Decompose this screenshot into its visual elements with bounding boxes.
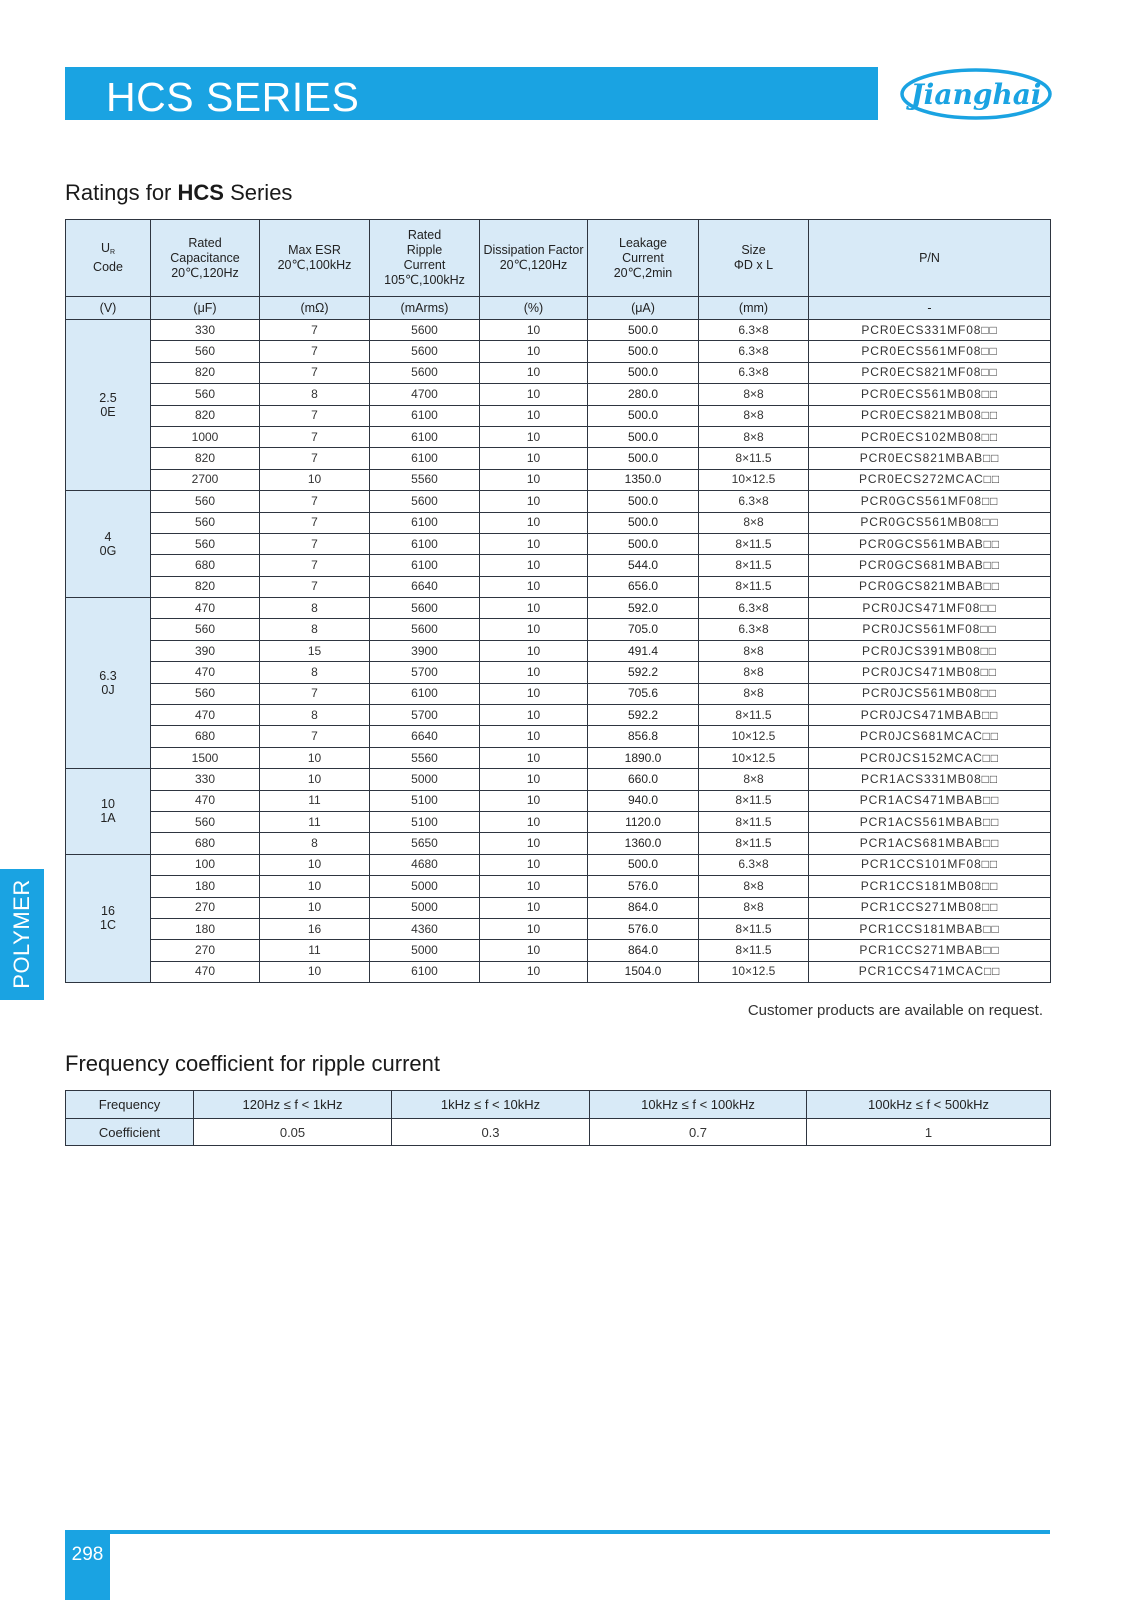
capacitance-cell: 270: [151, 897, 260, 918]
size-cell: 8×11.5: [699, 705, 809, 726]
pn-cell: PCR0GCS561MB08□□: [809, 512, 1051, 533]
capacitance-cell: 680: [151, 726, 260, 747]
pn-cell: PCR0JCS471MB08□□: [809, 662, 1051, 683]
capacitance-cell: 180: [151, 876, 260, 897]
esr-cell: 7: [260, 512, 370, 533]
table-row: [66, 576, 1051, 597]
pn-cell: PCR0ECS821MF08□□: [809, 362, 1051, 383]
ripple-cell: 6100: [370, 555, 480, 576]
ratings-body: [66, 320, 1051, 983]
leakage-cell: 1504.0: [588, 961, 699, 982]
esr-cell: 10: [260, 961, 370, 982]
ripple-cell: 5000: [370, 897, 480, 918]
size-cell: 8×11.5: [699, 576, 809, 597]
frequency-range: 120Hz ≤ f < 1kHz: [194, 1091, 392, 1119]
leakage-cell: 592.2: [588, 705, 699, 726]
esr-cell: 15: [260, 640, 370, 661]
table-row: [66, 555, 1051, 576]
ripple-cell: 6640: [370, 576, 480, 597]
unit-cell: (mArms): [370, 297, 480, 320]
table-row: [66, 705, 1051, 726]
table-row: [66, 512, 1051, 533]
leakage-cell: 500.0: [588, 512, 699, 533]
esr-cell: 8: [260, 833, 370, 854]
capacitance-cell: 180: [151, 918, 260, 939]
leakage-cell: 500.0: [588, 405, 699, 426]
pn-cell: PCR0GCS681MBAB□□: [809, 555, 1051, 576]
esr-cell: 7: [260, 448, 370, 469]
pn-cell: PCR0ECS331MF08□□: [809, 320, 1051, 341]
frequency-table: [65, 1090, 1051, 1146]
size-cell: 10×12.5: [699, 747, 809, 768]
pn-cell: PCR0ECS561MF08□□: [809, 341, 1051, 362]
coefficient-label: Coefficient: [66, 1119, 194, 1146]
esr-cell: 10: [260, 897, 370, 918]
table-row: [66, 598, 1051, 619]
table-row: [66, 662, 1051, 683]
ripple-cell: 5000: [370, 876, 480, 897]
esr-cell: 8: [260, 619, 370, 640]
coefficient-value: 0.05: [194, 1119, 392, 1146]
capacitance-cell: 2700: [151, 469, 260, 490]
capacitance-cell: 560: [151, 512, 260, 533]
capacitance-cell: 470: [151, 790, 260, 811]
table-row: [66, 769, 1051, 790]
ripple-cell: 5600: [370, 362, 480, 383]
df-cell: 10: [480, 940, 588, 961]
df-cell: 10: [480, 555, 588, 576]
table-row: [66, 940, 1051, 961]
size-cell: 10×12.5: [699, 726, 809, 747]
esr-cell: 10: [260, 854, 370, 875]
voltage-group-cell: 6.3 0J: [66, 598, 151, 769]
size-cell: 8×11.5: [699, 448, 809, 469]
leakage-cell: 576.0: [588, 918, 699, 939]
size-cell: 8×8: [699, 683, 809, 704]
unit-cell: (%): [480, 297, 588, 320]
header-pn: P/N: [809, 220, 1051, 297]
df-cell: 10: [480, 533, 588, 554]
leakage-cell: 500.0: [588, 426, 699, 447]
size-cell: 8×8: [699, 897, 809, 918]
esr-cell: 7: [260, 320, 370, 341]
size-cell: 8×8: [699, 662, 809, 683]
df-cell: 10: [480, 576, 588, 597]
pn-cell: PCR0ECS561MB08□□: [809, 384, 1051, 405]
size-cell: 6.3×8: [699, 854, 809, 875]
size-cell: 8×11.5: [699, 833, 809, 854]
esr-cell: 8: [260, 705, 370, 726]
size-cell: 6.3×8: [699, 320, 809, 341]
ripple-cell: 5000: [370, 940, 480, 961]
ripple-cell: 6100: [370, 448, 480, 469]
df-cell: 10: [480, 598, 588, 619]
df-cell: 10: [480, 405, 588, 426]
pn-cell: PCR1ACS331MB08□□: [809, 769, 1051, 790]
ripple-cell: 5000: [370, 769, 480, 790]
df-cell: 10: [480, 491, 588, 512]
capacitance-cell: 330: [151, 320, 260, 341]
footer-rule: [65, 1530, 1050, 1534]
pn-cell: PCR0ECS821MBAB□□: [809, 448, 1051, 469]
unit-cell: -: [809, 297, 1051, 320]
esr-cell: 7: [260, 426, 370, 447]
header-ur-code: $U_R$ Code: [66, 220, 151, 297]
table-row: [66, 320, 1051, 341]
pn-cell: PCR0GCS561MBAB□□: [809, 533, 1051, 554]
ratings-units-row: [66, 297, 1051, 320]
ratings-table: [65, 219, 1051, 983]
esr-cell: 7: [260, 576, 370, 597]
df-cell: 10: [480, 747, 588, 768]
leakage-cell: 864.0: [588, 897, 699, 918]
coefficient-row: [66, 1119, 1051, 1146]
df-cell: 10: [480, 512, 588, 533]
leakage-cell: 864.0: [588, 940, 699, 961]
ripple-cell: 6100: [370, 683, 480, 704]
df-cell: 10: [480, 426, 588, 447]
pn-cell: PCR1CCS471MCAC□□: [809, 961, 1051, 982]
esr-cell: 7: [260, 491, 370, 512]
leakage-cell: 705.0: [588, 619, 699, 640]
leakage-cell: 500.0: [588, 448, 699, 469]
esr-cell: 10: [260, 769, 370, 790]
leakage-cell: 500.0: [588, 491, 699, 512]
ripple-cell: 5600: [370, 320, 480, 341]
leakage-cell: 940.0: [588, 790, 699, 811]
size-cell: 10×12.5: [699, 961, 809, 982]
table-row: [66, 426, 1051, 447]
leakage-cell: 500.0: [588, 320, 699, 341]
ripple-cell: 4680: [370, 854, 480, 875]
header-capacitance: Rated Capacitance 20℃,120Hz: [151, 220, 260, 297]
voltage-group-cell: 4 0G: [66, 491, 151, 598]
capacitance-cell: 1500: [151, 747, 260, 768]
df-cell: 10: [480, 961, 588, 982]
capacitance-cell: 560: [151, 341, 260, 362]
table-row: [66, 918, 1051, 939]
df-cell: 10: [480, 918, 588, 939]
frequency-title: Frequency coefficient for ripple current: [65, 1051, 440, 1076]
leakage-cell: 1890.0: [588, 747, 699, 768]
capacitance-cell: 470: [151, 598, 260, 619]
table-row: [66, 362, 1051, 383]
ripple-cell: 4360: [370, 918, 480, 939]
df-cell: 10: [480, 769, 588, 790]
leakage-cell: 280.0: [588, 384, 699, 405]
frequency-label: Frequency: [66, 1091, 194, 1119]
ripple-cell: 5650: [370, 833, 480, 854]
size-cell: 8×8: [699, 640, 809, 661]
capacitance-cell: 100: [151, 854, 260, 875]
jianghai-logo: [898, 66, 1054, 122]
side-category-tab: [0, 869, 44, 1000]
size-cell: 8×11.5: [699, 555, 809, 576]
ripple-cell: 5600: [370, 619, 480, 640]
ripple-cell: 5700: [370, 705, 480, 726]
ripple-cell: 5100: [370, 811, 480, 832]
size-cell: 8×8: [699, 876, 809, 897]
leakage-cell: 592.0: [588, 598, 699, 619]
capacitance-cell: 560: [151, 811, 260, 832]
frequency-range: 100kHz ≤ f < 500kHz: [807, 1091, 1051, 1119]
pn-cell: PCR0JCS152MCAC□□: [809, 747, 1051, 768]
pn-cell: PCR1ACS471MBAB□□: [809, 790, 1051, 811]
voltage-group-cell: 10 1A: [66, 769, 151, 855]
capacitance-cell: 560: [151, 619, 260, 640]
leakage-cell: 656.0: [588, 576, 699, 597]
esr-cell: 8: [260, 598, 370, 619]
size-cell: 8×8: [699, 426, 809, 447]
size-cell: 8×11.5: [699, 940, 809, 961]
ripple-cell: 6100: [370, 961, 480, 982]
side-tab-label: POLYMER: [9, 879, 34, 989]
ripple-cell: 5600: [370, 598, 480, 619]
table-row: [66, 341, 1051, 362]
size-cell: 6.3×8: [699, 619, 809, 640]
leakage-cell: 1360.0: [588, 833, 699, 854]
df-cell: 10: [480, 833, 588, 854]
leakage-cell: 500.0: [588, 362, 699, 383]
leakage-cell: 576.0: [588, 876, 699, 897]
size-cell: 8×8: [699, 769, 809, 790]
capacitance-cell: 270: [151, 940, 260, 961]
pn-cell: PCR0JCS681MCAC□□: [809, 726, 1051, 747]
ripple-cell: 6100: [370, 533, 480, 554]
capacitance-cell: 390: [151, 640, 260, 661]
table-row: [66, 619, 1051, 640]
table-row: [66, 897, 1051, 918]
df-cell: 10: [480, 662, 588, 683]
capacitance-cell: 820: [151, 405, 260, 426]
ripple-cell: 5600: [370, 341, 480, 362]
ratings-title: Ratings for HCS Series: [65, 180, 293, 205]
pn-cell: PCR1CCS181MBAB□□: [809, 918, 1051, 939]
header-max-esr: Max ESR 20℃,100kHz: [260, 220, 370, 297]
leakage-cell: 1120.0: [588, 811, 699, 832]
leakage-cell: 856.8: [588, 726, 699, 747]
unit-cell: (mΩ): [260, 297, 370, 320]
pn-cell: PCR0ECS102MB08□□: [809, 426, 1051, 447]
ripple-cell: 4700: [370, 384, 480, 405]
pn-cell: PCR0JCS391MB08□□: [809, 640, 1051, 661]
logo-text: Jianghai: [910, 78, 1042, 111]
size-cell: 6.3×8: [699, 341, 809, 362]
ripple-cell: 6640: [370, 726, 480, 747]
table-row: [66, 854, 1051, 875]
df-cell: 10: [480, 619, 588, 640]
capacitance-cell: 330: [151, 769, 260, 790]
capacitance-cell: 1000: [151, 426, 260, 447]
esr-cell: 10: [260, 747, 370, 768]
pn-cell: PCR0JCS471MBAB□□: [809, 705, 1051, 726]
unit-cell: (μF): [151, 297, 260, 320]
df-cell: 10: [480, 790, 588, 811]
capacitance-cell: 470: [151, 662, 260, 683]
pn-cell: PCR0JCS561MB08□□: [809, 683, 1051, 704]
capacitance-cell: 560: [151, 384, 260, 405]
size-cell: 6.3×8: [699, 362, 809, 383]
pn-cell: PCR0JCS561MF08□□: [809, 619, 1051, 640]
leakage-cell: 491.4: [588, 640, 699, 661]
capacitance-cell: 560: [151, 683, 260, 704]
leakage-cell: 544.0: [588, 555, 699, 576]
capacitance-cell: 560: [151, 491, 260, 512]
header-dissipation-factor: Dissipation Factor 20℃,120Hz: [480, 220, 588, 297]
pn-cell: PCR1ACS681MBAB□□: [809, 833, 1051, 854]
table-row: [66, 533, 1051, 554]
table-row: [66, 683, 1051, 704]
esr-cell: 8: [260, 384, 370, 405]
ripple-cell: 5560: [370, 469, 480, 490]
pn-cell: PCR1CCS271MB08□□: [809, 897, 1051, 918]
size-cell: 8×11.5: [699, 811, 809, 832]
frequency-range: 10kHz ≤ f < 100kHz: [590, 1091, 807, 1119]
ripple-cell: 5100: [370, 790, 480, 811]
pn-cell: PCR1CCS181MB08□□: [809, 876, 1051, 897]
capacitance-cell: 470: [151, 961, 260, 982]
pn-cell: PCR0ECS272MCAC□□: [809, 469, 1051, 490]
esr-cell: 7: [260, 533, 370, 554]
esr-cell: 8: [260, 662, 370, 683]
header-ripple-current: Rated Ripple Current 105℃,100kHz: [370, 220, 480, 297]
ripple-cell: 5600: [370, 491, 480, 512]
capacitance-cell: 820: [151, 448, 260, 469]
voltage-group-cell: 16 1C: [66, 854, 151, 982]
df-cell: 10: [480, 726, 588, 747]
voltage-group-cell: 2.5 0E: [66, 320, 151, 491]
table-row: [66, 876, 1051, 897]
leakage-cell: 592.2: [588, 662, 699, 683]
unit-cell: (mm): [699, 297, 809, 320]
df-cell: 10: [480, 640, 588, 661]
esr-cell: 11: [260, 811, 370, 832]
size-cell: 10×12.5: [699, 469, 809, 490]
availability-note: Customer products are available on request.: [747, 1002, 1043, 1019]
header-size: Size ΦD x L: [699, 220, 809, 297]
df-cell: 10: [480, 897, 588, 918]
capacitance-cell: 470: [151, 705, 260, 726]
table-row: [66, 448, 1051, 469]
capacitance-cell: 680: [151, 555, 260, 576]
pn-cell: PCR1CCS271MBAB□□: [809, 940, 1051, 961]
unit-cell: (μA): [588, 297, 699, 320]
size-cell: 8×8: [699, 512, 809, 533]
leakage-cell: 500.0: [588, 341, 699, 362]
df-cell: 10: [480, 341, 588, 362]
esr-cell: 16: [260, 918, 370, 939]
size-cell: 6.3×8: [699, 491, 809, 512]
table-row: [66, 833, 1051, 854]
series-banner: [65, 67, 878, 120]
pn-cell: PCR1CCS101MF08□□: [809, 854, 1051, 875]
table-row: [66, 747, 1051, 768]
table-row: [66, 811, 1051, 832]
series-title: HCS SERIES: [106, 74, 360, 120]
df-cell: 10: [480, 320, 588, 341]
df-cell: 10: [480, 876, 588, 897]
df-cell: 10: [480, 362, 588, 383]
frequency-row: [66, 1091, 1051, 1119]
coefficient-value: 0.3: [392, 1119, 590, 1146]
capacitance-cell: 820: [151, 362, 260, 383]
coefficient-value: 1: [807, 1119, 1051, 1146]
leakage-cell: 1350.0: [588, 469, 699, 490]
size-cell: 6.3×8: [699, 598, 809, 619]
size-cell: 8×11.5: [699, 918, 809, 939]
size-cell: 8×11.5: [699, 533, 809, 554]
table-row: [66, 726, 1051, 747]
size-cell: 8×8: [699, 384, 809, 405]
pn-cell: PCR0ECS821MB08□□: [809, 405, 1051, 426]
leakage-cell: 705.6: [588, 683, 699, 704]
ratings-header-row: [66, 220, 1051, 297]
pn-cell: PCR0GCS561MF08□□: [809, 491, 1051, 512]
leakage-cell: 500.0: [588, 854, 699, 875]
df-cell: 10: [480, 448, 588, 469]
df-cell: 10: [480, 683, 588, 704]
pn-cell: PCR1ACS561MBAB□□: [809, 811, 1051, 832]
coefficient-value: 0.7: [590, 1119, 807, 1146]
df-cell: 10: [480, 384, 588, 405]
leakage-cell: 660.0: [588, 769, 699, 790]
page-number-box: [65, 1534, 110, 1600]
ripple-cell: 6100: [370, 512, 480, 533]
table-row: [66, 384, 1051, 405]
pn-cell: PCR0GCS821MBAB□□: [809, 576, 1051, 597]
table-row: [66, 961, 1051, 982]
unit-cell: (V): [66, 297, 151, 320]
ripple-cell: 6100: [370, 405, 480, 426]
df-cell: 10: [480, 705, 588, 726]
esr-cell: 11: [260, 940, 370, 961]
ripple-cell: 6100: [370, 426, 480, 447]
page-number: 298: [71, 1544, 104, 1565]
frequency-range: 1kHz ≤ f < 10kHz: [392, 1091, 590, 1119]
ripple-cell: 5700: [370, 662, 480, 683]
ripple-cell: 3900: [370, 640, 480, 661]
capacitance-cell: 820: [151, 576, 260, 597]
esr-cell: 11: [260, 790, 370, 811]
df-cell: 10: [480, 811, 588, 832]
esr-cell: 10: [260, 876, 370, 897]
table-row: [66, 640, 1051, 661]
size-cell: 8×8: [699, 405, 809, 426]
table-row: [66, 469, 1051, 490]
esr-cell: 7: [260, 683, 370, 704]
esr-cell: 7: [260, 362, 370, 383]
table-row: [66, 491, 1051, 512]
capacitance-cell: 560: [151, 533, 260, 554]
table-row: [66, 790, 1051, 811]
esr-cell: 7: [260, 341, 370, 362]
ripple-cell: 5560: [370, 747, 480, 768]
header-leakage-current: Leakage Current 20℃,2min: [588, 220, 699, 297]
df-cell: 10: [480, 469, 588, 490]
pn-cell: PCR0JCS471MF08□□: [809, 598, 1051, 619]
leakage-cell: 500.0: [588, 533, 699, 554]
esr-cell: 7: [260, 555, 370, 576]
df-cell: 10: [480, 854, 588, 875]
esr-cell: 7: [260, 726, 370, 747]
table-row: [66, 405, 1051, 426]
capacitance-cell: 680: [151, 833, 260, 854]
size-cell: 8×11.5: [699, 790, 809, 811]
esr-cell: 10: [260, 469, 370, 490]
esr-cell: 7: [260, 405, 370, 426]
